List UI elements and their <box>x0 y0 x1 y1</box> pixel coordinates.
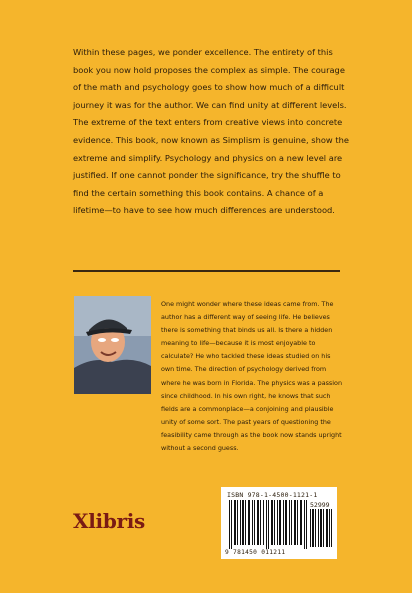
isbn-label: ISBN 978-1-4500-1121-1 <box>227 491 318 499</box>
author-bio: One might wonder where these ideas came from. The author has a different way of seeing life. He believes there is something that binds us all. Is there a hidden meaning to life—because it is most enjoyable to calculate? He who tackled these ideas studied on his own time. The direction of psychology derived from where he was born in Florida. The physics was a passion since childhood. In his own right, he knows that such fields are a commonplace—a conjoining and plausible unity of some sort. The past years of questioning the feasibility came through as the book now stands upright without a second guess. <box>161 300 342 453</box>
ean-barcode-bars <box>229 500 307 549</box>
back-cover-blurb: Within these pages, we ponder excellence. The entirety of this book you now hold proposes the complex as simple. The courage of the math and psychology goes to show how much of a difficult journey it was for the author. We can find unity at different levels. The extreme of the text enters from creative views into concrete evidence. This book, now known as Simplism is genuine, show the extreme and simplify. Psychology and physics on a new level are justified. If one cannot ponder the significance, try the shuffle to find the certain something this book contains. A chance of a lifetime—to have to see how much differences are understood. <box>73 47 349 216</box>
ean-digits: 9 781450 011211 <box>225 549 286 556</box>
author-photo <box>74 296 151 394</box>
divider-rule <box>73 270 340 272</box>
publisher-logo: Xlibris <box>73 509 145 533</box>
price-code: 52999 <box>310 501 330 509</box>
addon-barcode-bars <box>310 509 332 547</box>
isbn-barcode <box>221 487 337 559</box>
